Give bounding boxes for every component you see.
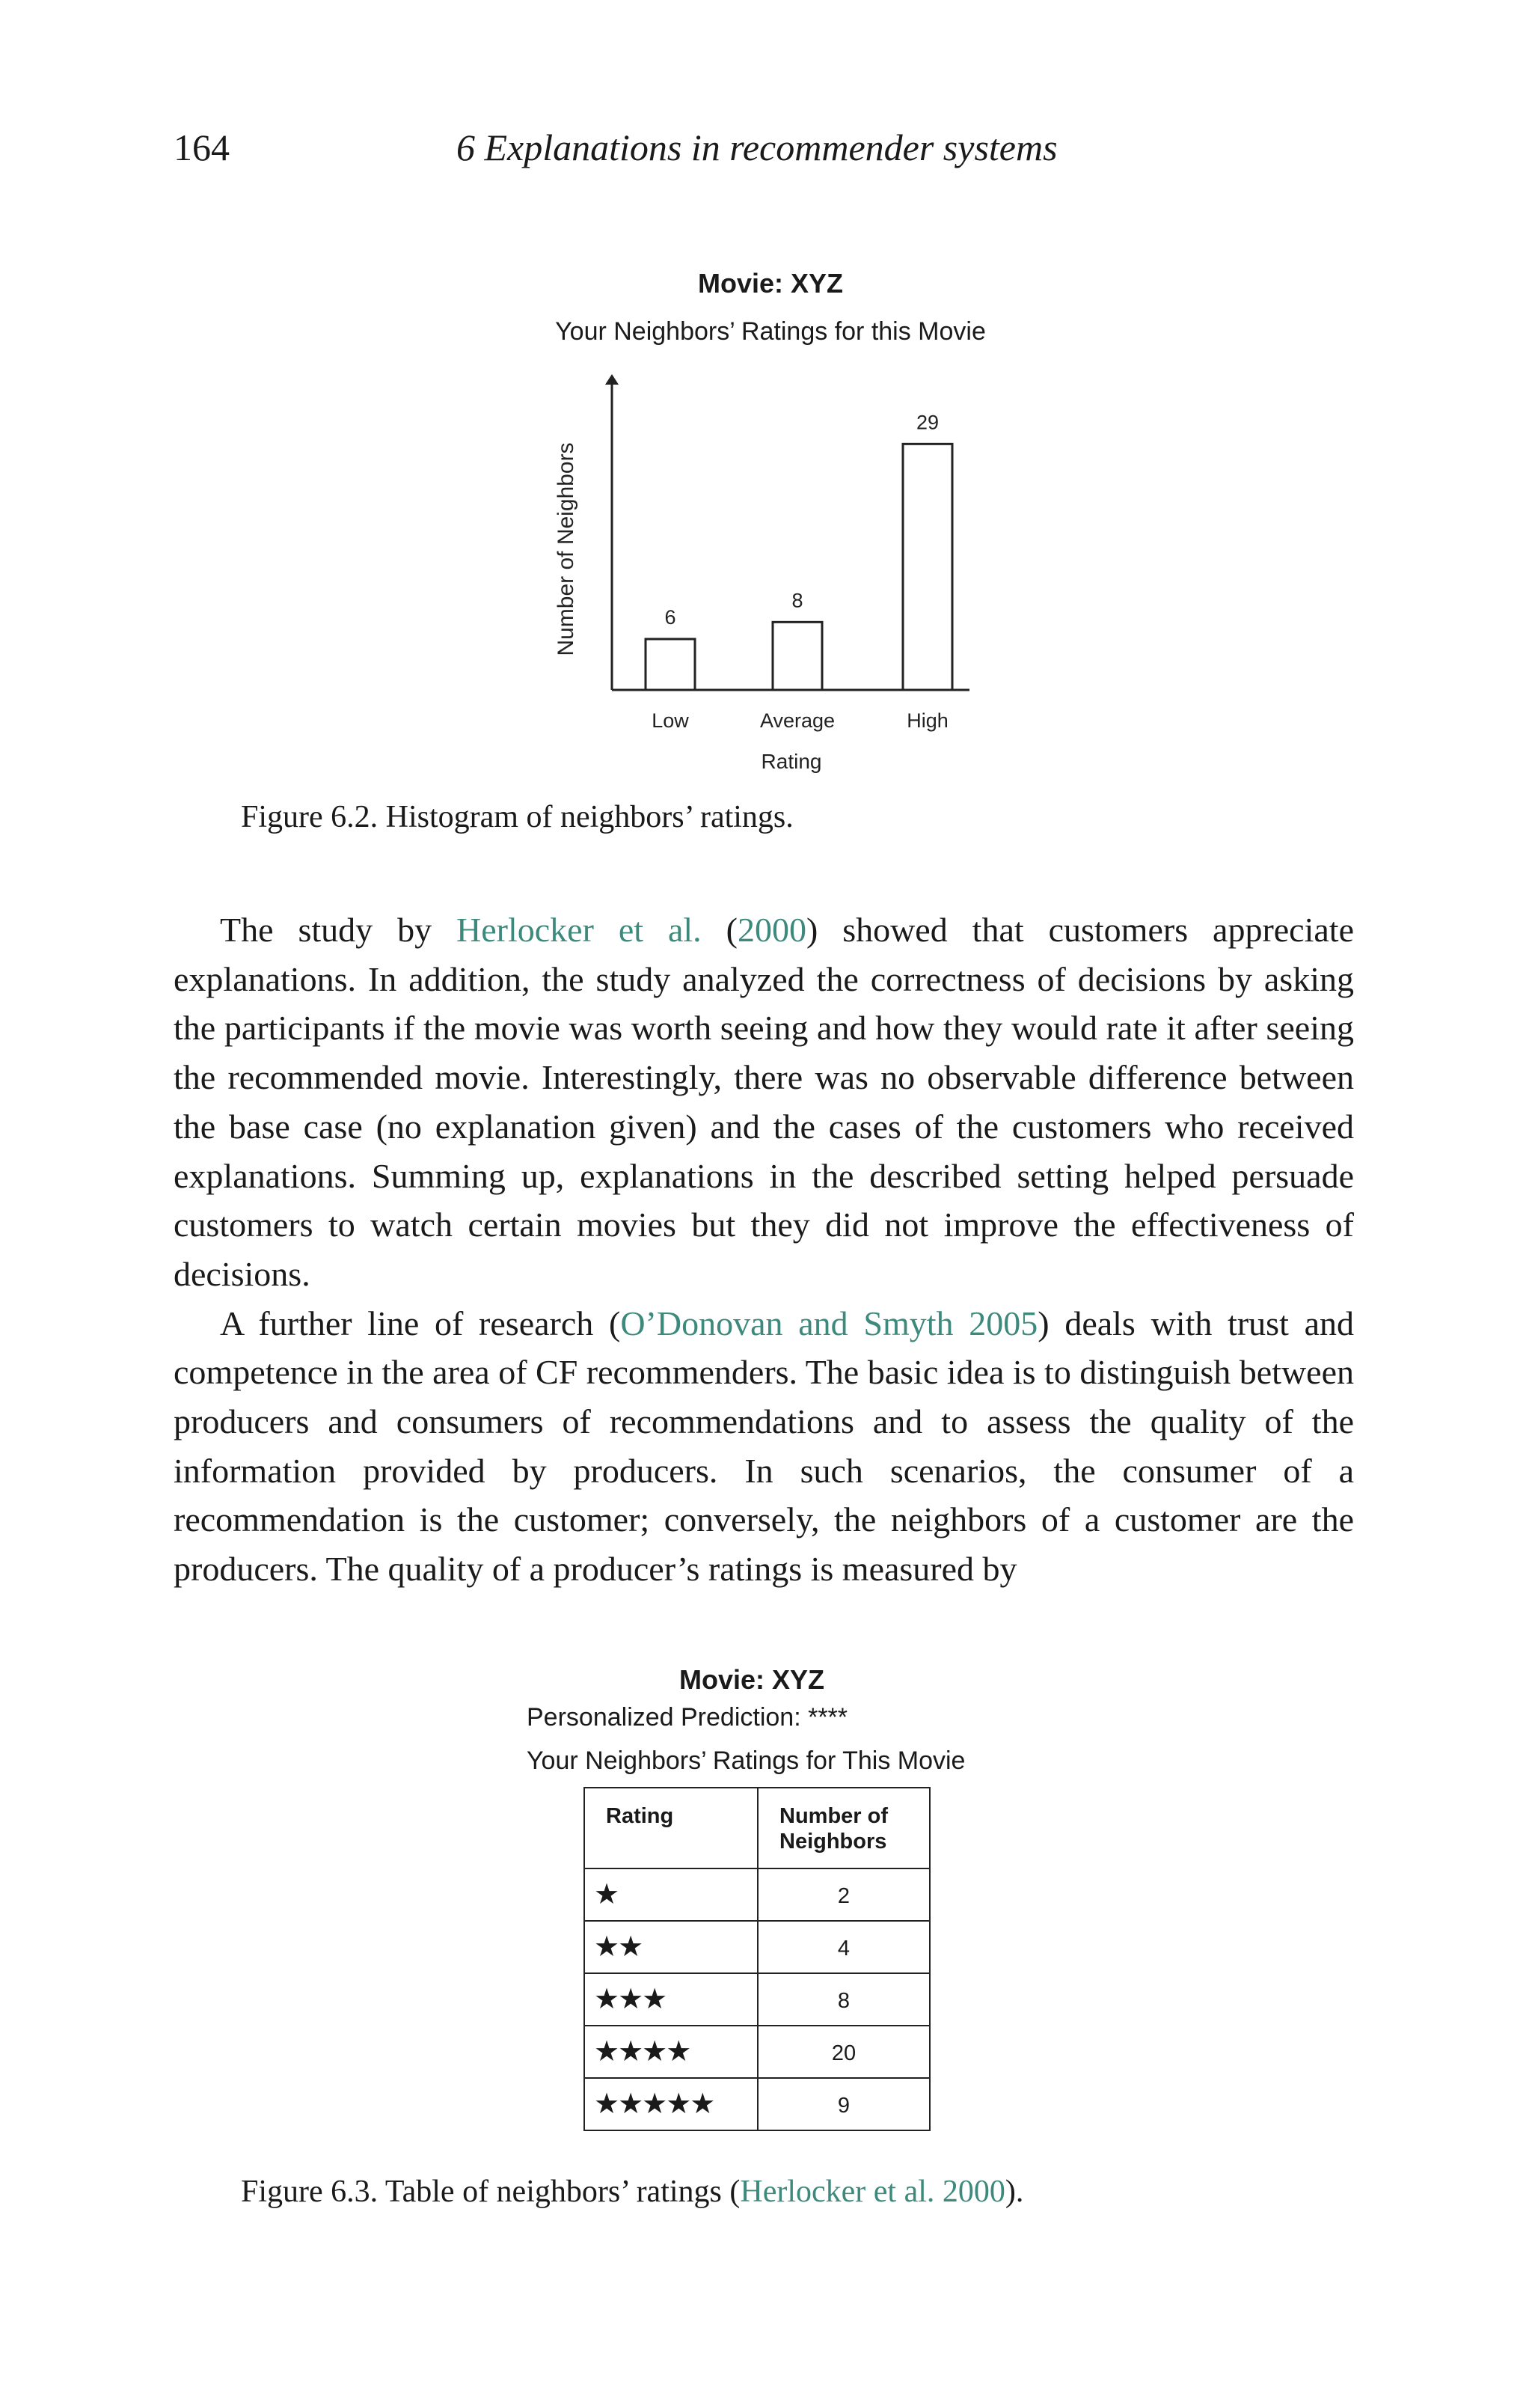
bar-low [646,639,695,690]
text-run: ) showed that customers appreciate explanations. In addition, the study analyzed the correctness of decisions by asking the participants if the movie was worth seeing and how they would rate it after seeing the recommended movie. Interestingly, there was no observable difference between the base case (no explanation given) and the cases of the customers who received explanations. Summing up, explanations in the described setting helped persuade customers to watch certain movies but they did not improve the effectiveness of decisions. [174,911,1354,1293]
x-tick-label: Average [759,709,836,732]
text-run: A further line of research ( [220,1304,621,1342]
chapter-running-title: 6 Explanations in recommender systems [456,126,1058,168]
text-run: The study by [220,911,457,949]
x-tick-label: High [907,709,949,732]
column-header-neighbors: Number of Neighbors [758,1788,930,1868]
star-icon: ★ [594,1878,619,1910]
neighbor-count-cell: 2 [758,1868,930,1921]
bar-high [903,444,952,690]
citation-herlocker-author[interactable]: Herlocker et al. [456,911,702,949]
x-axis-label: Rating [761,750,822,773]
rating-cell [584,1868,758,1921]
text-run: ( [701,911,738,949]
star-icon: ★★★ [594,1983,667,2015]
rating-cell [584,1973,758,2026]
data-label: 8 [791,589,803,612]
column-header-rating: Rating [584,1788,758,1868]
rating-cell [584,2026,758,2078]
neighbor-count-cell: 4 [758,1921,930,1973]
figure-6-2-histogram [516,262,1025,786]
data-label: 29 [916,411,940,434]
rating-cell [584,1921,758,1973]
page-number: 164 [174,126,230,168]
text-run: ). [1005,2175,1024,2209]
figure-6-3-caption [241,2174,1023,2210]
figure-6-3-table [524,1654,1032,2148]
table-row [584,1921,930,1973]
table-title: Your Neighbors’ Ratings for This Movie [527,1747,966,1775]
citation-herlocker-2000[interactable]: Herlocker et al. 2000 [740,2175,1005,2209]
personalized-prediction: Personalized Prediction: **** [527,1703,848,1732]
rating-cell [584,2078,758,2130]
data-label: 6 [664,606,676,629]
text-run: ) deals with trust and competence in the area of CF recommenders. The basic idea is to distinguish between producers and consumers of recommendations and to assess the quality of the information provided by producers. In such scenarios, the consumer of a recommendation is the customer; conversely, the neighbors of a customer are the producers. The quality of a producer’s ratings is measured by [174,1304,1355,1589]
text-run: Figure 6.3. Table of neighbors’ ratings ( [241,2175,741,2209]
citation-herlocker-year[interactable]: 2000 [737,911,806,949]
y-axis-label: Number of Neighbors [554,442,578,656]
star-icon: ★★ [594,1931,643,1963]
body-text [174,905,1354,1594]
paragraph-2 [174,1299,1354,1594]
histogram-chart [516,262,1025,786]
paragraph-1 [174,905,1354,1299]
table-row [584,1868,930,1921]
x-tick-label: Low [652,709,689,732]
table-row [584,1973,930,2026]
neighbor-count-cell: 20 [758,2026,930,2078]
neighbor-count-cell: 8 [758,1973,930,2026]
citation-odonovan-smyth[interactable]: O’Donovan and Smyth 2005 [620,1304,1038,1342]
chart-title: Movie: XYZ [697,268,844,299]
star-icon: ★★★★★ [594,2088,714,2120]
bar-average [773,622,822,690]
table-row [584,2078,930,2130]
table-row [584,2026,930,2078]
y-axis-arrow-icon [605,374,619,385]
neighbor-count-cell: 9 [758,2078,930,2130]
figure-6-2-caption: Figure 6.2. Histogram of neighbors’ ratings. [241,800,794,834]
ratings-table [583,1787,931,2131]
star-icon: ★★★★ [594,2035,690,2068]
table-figure-title: Movie: XYZ [678,1664,825,1695]
running-head [174,126,1355,178]
chart-subtitle: Your Neighbors’ Ratings for this Movie [555,317,986,346]
